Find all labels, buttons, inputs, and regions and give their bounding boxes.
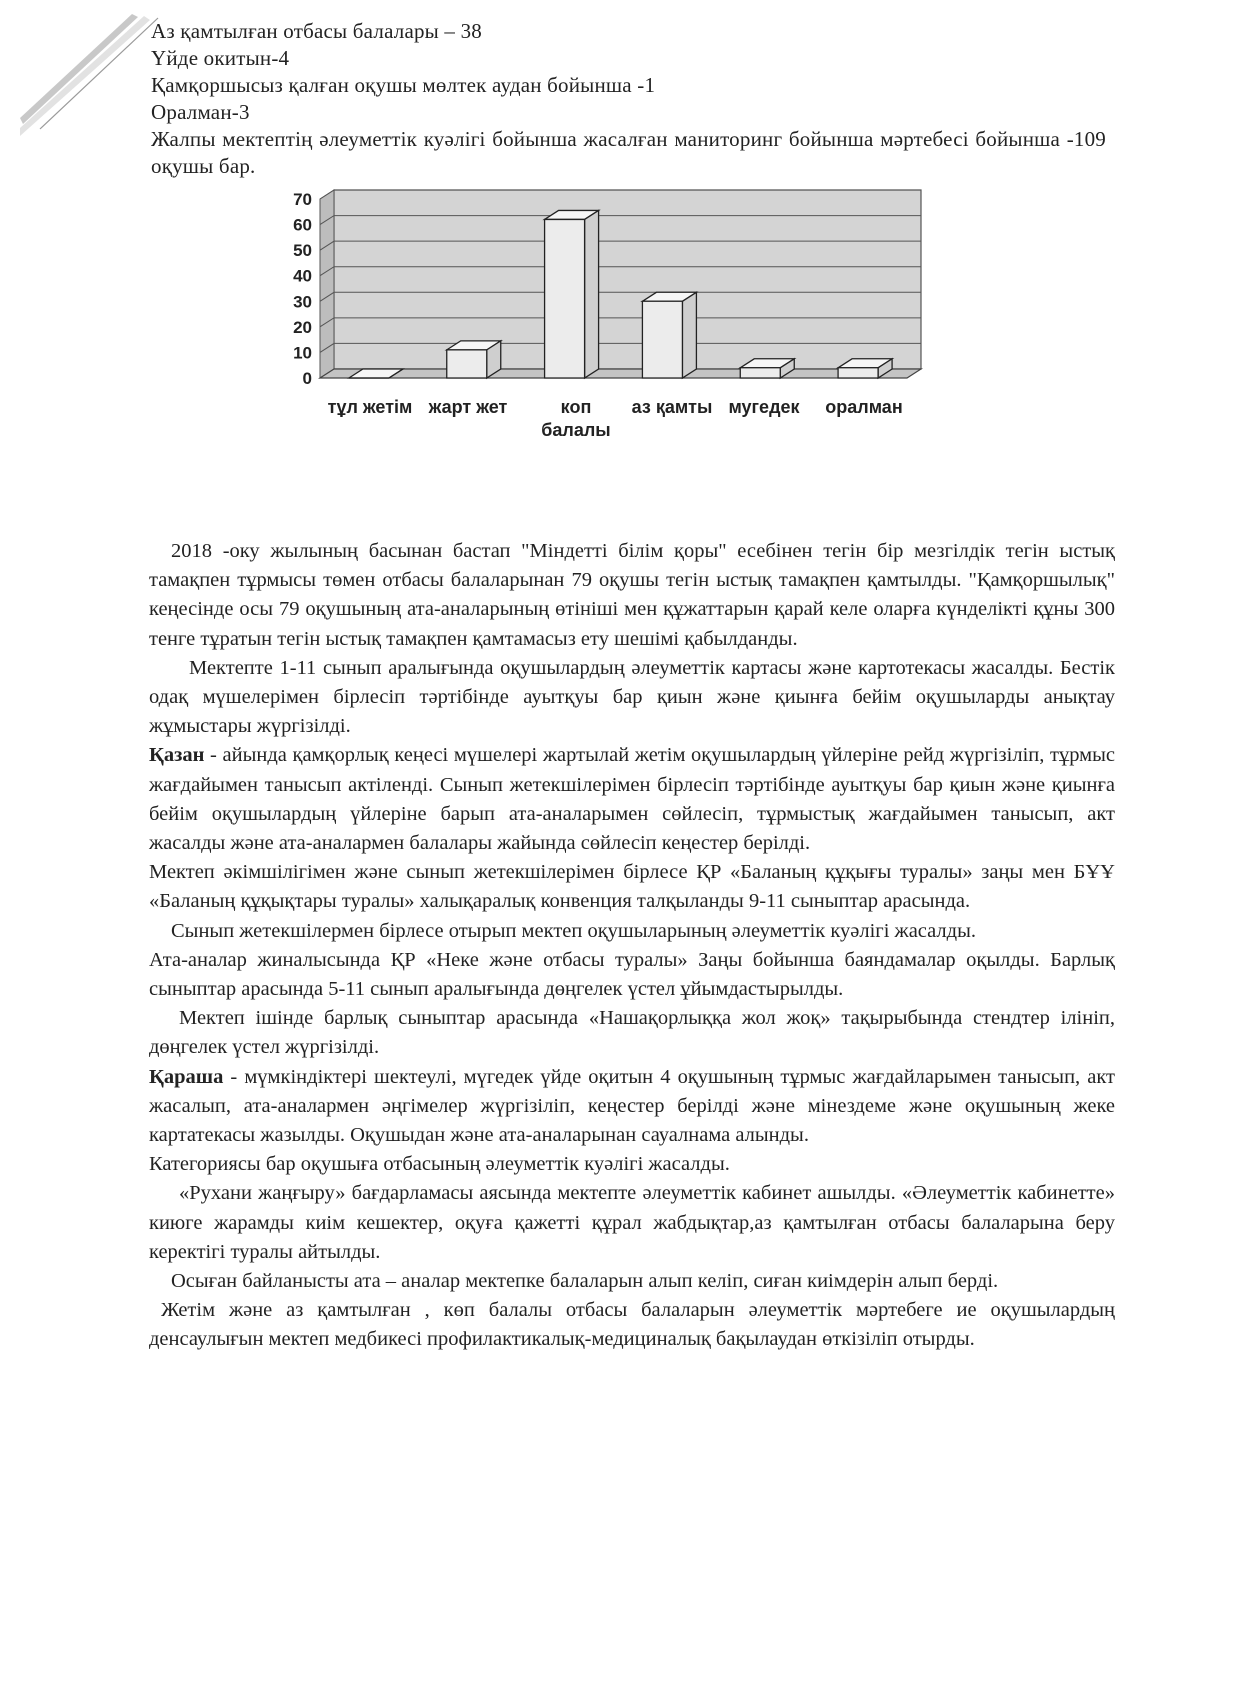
paragraph-text: «Рухани жаңғыру» бағдарламасы аясында мектепте әлеуметтік кабинет ашылды. «Әлеуметтік кабинетте» киюге жарамды киім кешектер, оқуға қажетті құрал жабдықтар,аз қамтылған отбасы балаларына беру керектігі туралы айтылды.	[149, 1182, 1115, 1263]
paragraph-text: Ата-аналар жиналысында ҚР «Неке және отбасы туралы» Заңы бойынша баяндамалар оқылды. Барлық сыныптар арасында 5-11 сынып аралығында дөңгелек үстел ұйымдастырылды.	[149, 948, 1115, 1001]
x-category-label: коп балалы	[541, 397, 611, 440]
y-tick-label: 50	[293, 241, 312, 261]
paragraph	[149, 537, 1115, 654]
paragraph-text: - айында қамқорлық кеңесі мүшелері жартылай жетім оқушылардың үйлеріне рейд жүргізіліп, тұрмыс жағдайымен танысып актіленді. Сынып жетекшілерімен бірлесіп тәртібінде ауытқуы бар қиын және қиынға бейім оқушылардың үйлеріне барып ата-аналарымен сөйлесіп, тұрмыстық жағдайымен танысып, акт жасалды және ата-аналармен балалары жайында сөйлесіп кеңестер берілді.	[149, 744, 1115, 855]
x-category-label: мугедек	[728, 397, 800, 417]
bar-face	[740, 368, 780, 378]
bar-face	[447, 350, 487, 378]
paragraph	[149, 654, 1115, 742]
paragraph-text: Сынып жетекшілермен бірлесе отырып мектеп оқушыларының әлеуметтік куәлігі жасалды.	[171, 919, 976, 942]
bar-face	[838, 368, 878, 378]
y-tick-label: 10	[293, 343, 312, 363]
bar	[545, 210, 599, 378]
paragraph-heading: Қазан	[149, 744, 205, 767]
summary-line-no-guardian: Қамқоршысыз қалған оқушы мөлтек аудан бойынша -1	[151, 73, 656, 97]
summary-line-low-income: Аз қамтылған отбасы балалары – 38	[151, 19, 482, 43]
paragraph-text: Мектеп ішінде барлық сыныптар арасында «Нашақорлыққа жол жоқ» тақырыбында стендтер ілініп, дөңгелек үстел жүргізілді.	[149, 1007, 1115, 1059]
summary-line-home-schooled: Үйде окитын-4	[151, 46, 290, 70]
chart-back-wall	[334, 190, 921, 369]
paragraph-text: - мүмкіндіктері шектеулі, мүгедек үйде оқитын 4 оқушының тұрмыс жағдайларымен танысып, акт жасалып, ата-аналармен әңгімелер жүргізіліп, кеңестер берілді және мінездеме және оқушының жеке картатекасы жазылды. Оқушыдан және ата-аналарынан сауалнама алынды.	[149, 1065, 1115, 1147]
paragraph	[149, 1296, 1115, 1354]
paragraph	[149, 1063, 1115, 1151]
paragraph	[149, 741, 1115, 858]
bar-face	[585, 210, 599, 378]
paragraph-text: Осыған байланысты ата – аналар мектепке балаларын алып келіп, сиған киімдерін алып берді.	[171, 1270, 999, 1293]
y-tick-label: 70	[293, 190, 312, 209]
paragraph-text: Жетім және аз қамтылған , көп балалы отбасы балаларын әлеуметтік мәртебеге ие оқушылардың денсаулығын мектеп медбикесі профилактикалық-медициналық бақылаудан өткізіліп отырды.	[149, 1299, 1115, 1351]
paragraph-text: Мектеп әкімшілігімен және сынып жетекшілерімен бірлесе ҚР «Баланың құқығы туралы» заңы мен БҰҰ «Баланың құқықтары туралы» халықаралық конвенция талқыланды 9-11 сыныптар арасында.	[149, 861, 1115, 913]
paragraph	[149, 858, 1115, 916]
paragraph	[149, 946, 1115, 1004]
chart-floor	[320, 369, 921, 378]
bar-face	[545, 219, 585, 378]
bar	[642, 292, 696, 378]
y-tick-label: 40	[293, 266, 312, 286]
summary-line-repatriates: Оралман-3	[151, 100, 250, 124]
summary-line-total: Жалпы мектептің әлеуметтік куәлігі бойынша жасалған маниторинг бойынша мәртебесі бойынша -109 оқушы бар.	[151, 127, 1106, 178]
paragraph	[149, 1004, 1115, 1062]
report-body	[149, 537, 1115, 1355]
paragraph-text: 2018 -оку жылының басынан бастап "Міндетті білім қоры" есебінен тегін бір мезгілдік тегін ыстық тамақпен тұрмысы төмен отбасы балаларынан 79 оқушы тегін ыстық тамақпен қамтылды. "Қамқоршылық" кеңесінде осы 79 оқушының ата-аналарының өтініші мен құжаттарын қарай келе оларға күнделікті құны 300 тенге тұратын тегін ыстық тамақпен қамтамасыз ету шешімі қабылданды.	[149, 540, 1115, 650]
folded-corner-mark	[20, 14, 170, 144]
x-category-label: оралман	[825, 397, 903, 417]
paragraph	[149, 1267, 1115, 1296]
y-tick-label: 0	[302, 369, 312, 388]
paragraph-text: Мектепте 1-11 сынып аралығында оқушылардың әлеуметтік картасы және картотекасы жасалды. Бестік одақ мүшелерімен бірлесіп тәртібінде ауытқуы бар қиын және қиынға бейім оқушыларды анықтау жұмыстары жүргізілді.	[149, 656, 1115, 738]
x-category-label: жарт жет	[428, 397, 508, 417]
x-category-label: аз қамты	[631, 397, 713, 417]
paragraph	[149, 1179, 1115, 1267]
paragraph	[149, 917, 1115, 946]
paragraph-heading: Қараша	[149, 1065, 224, 1088]
chart-side-wall	[320, 190, 334, 378]
y-tick-label: 60	[293, 215, 312, 235]
bar	[447, 341, 501, 378]
y-tick-label: 30	[293, 292, 312, 312]
x-category-label: тұл жетім	[327, 397, 413, 417]
bar-chart	[280, 186, 1040, 486]
paragraph	[149, 1150, 1115, 1179]
paragraph-text: Категориясы бар оқушыға отбасының әлеуметтік куәлігі жасалды.	[149, 1153, 730, 1176]
y-tick-label: 20	[293, 317, 312, 337]
summary-lines	[151, 18, 1111, 180]
bar-face	[642, 301, 682, 378]
bar-face	[682, 292, 696, 378]
